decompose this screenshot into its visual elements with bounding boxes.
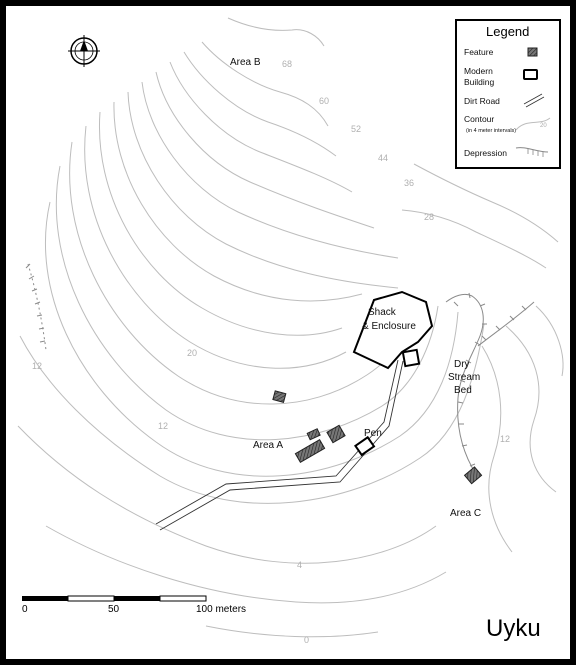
enclosure-label: & Enclosure [362, 321, 416, 332]
feature [295, 440, 324, 463]
contour-line [128, 92, 398, 288]
contour-label-28: 28 [424, 212, 435, 222]
scale-bar [22, 596, 246, 615]
feature [465, 467, 482, 484]
map-title: Uyku [486, 615, 541, 642]
contour-label-12-left: 12 [32, 361, 43, 371]
legend-building-label-1: Modern [464, 66, 493, 76]
depression-line [26, 264, 45, 342]
contour-line [482, 346, 512, 552]
scale-tick-100: 100 meters [196, 604, 247, 615]
contour-line [142, 82, 398, 258]
feature [273, 391, 286, 403]
contour-line [206, 626, 378, 637]
contour-label-0: 0 [304, 635, 310, 645]
depression-line [482, 306, 526, 340]
dry-label: Dry [454, 359, 470, 370]
contour-line [99, 112, 342, 335]
shack-building [403, 350, 419, 366]
contour-line [536, 306, 563, 376]
depression-line [28, 264, 46, 350]
contour-line [506, 326, 556, 492]
contour-line [46, 526, 446, 603]
contour-line [414, 164, 558, 242]
feature [327, 425, 345, 442]
legend-road-label: Dirt Road [464, 96, 500, 106]
scale-tick-0: 0 [22, 604, 28, 615]
map-frame [6, 6, 570, 659]
area-b-label: Area B [230, 57, 261, 68]
legend-contour-note: (in 4 meter intervals) [466, 128, 517, 134]
site-map [6, 6, 570, 659]
legend-title: Legend [486, 24, 530, 39]
pen-label: Pen [364, 428, 382, 439]
contour-label-12-mid: 12 [158, 421, 169, 431]
scale-tick-50: 50 [108, 604, 120, 615]
contour-label-52: 52 [351, 124, 362, 134]
contour-line [228, 18, 324, 46]
contour-line [202, 42, 328, 126]
bed-label: Bed [454, 385, 472, 396]
contour-label-36: 36 [404, 178, 415, 188]
legend-contour-sample: 20 [540, 123, 547, 129]
legend [456, 20, 560, 168]
legend-contour-label: Contour [464, 114, 495, 124]
legend-building-label-2: Building [464, 77, 495, 87]
stream-label: Stream [448, 372, 481, 383]
shack-label: Shack [368, 307, 396, 318]
building-outline-icon [524, 70, 537, 79]
area-a-label: Area A [253, 440, 284, 451]
contour-line [114, 102, 362, 301]
contour-labels [32, 59, 510, 645]
contour-label-68: 68 [282, 59, 293, 69]
contour-line [85, 126, 346, 368]
contour-label-12-right: 12 [500, 434, 511, 444]
legend-depression-label: Depression [464, 148, 507, 158]
contour-label-4: 4 [297, 560, 303, 570]
contour-label-60: 60 [319, 96, 330, 106]
contour-line [170, 62, 352, 192]
area-c-label: Area C [450, 508, 482, 519]
contour-label-20: 20 [187, 348, 198, 358]
north-arrow-icon [68, 35, 100, 67]
contour-label-44: 44 [378, 153, 389, 163]
feature [307, 429, 320, 440]
legend-feature-label: Feature [464, 47, 494, 57]
hatched-feature-icon [528, 48, 537, 56]
